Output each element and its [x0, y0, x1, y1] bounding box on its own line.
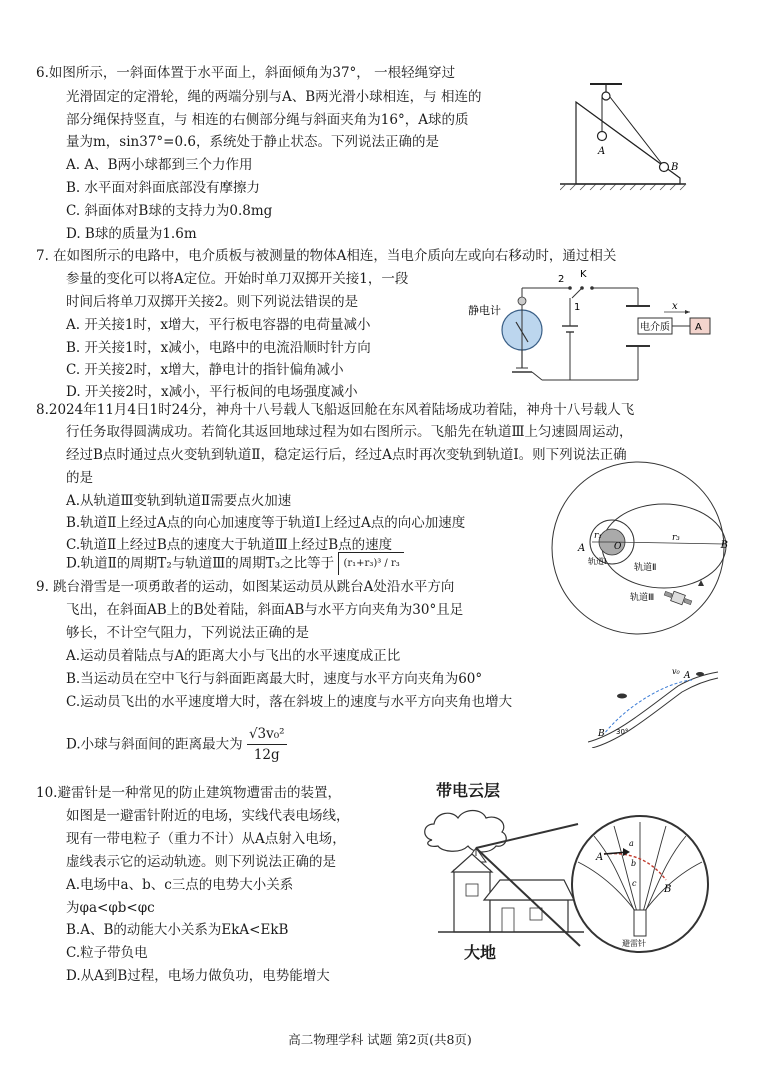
q6-label-b: B	[671, 162, 679, 173]
q10-option-d: D.从A到B过程，电场力做负功，电势能增大	[66, 968, 330, 984]
q8-line-2: 行任务取得圆满成功。若简化其返回地球过程为如右图所示。飞船先在轨道Ⅲ上匀速圆周运动，	[66, 424, 633, 440]
q10-option-a-cont: 为φa<φb<φc	[66, 900, 155, 916]
q8-label-r3: r₃	[672, 533, 680, 543]
q9-option-a: A.运动员着陆点与A的距离大小与飞出的水平速度成正比	[66, 648, 401, 664]
q7-line-2: 参量的变化可以将A定位。开始时单刀双掷开关接1，一段	[66, 271, 409, 287]
q7-option-b: B. 开关接1时，x减小，电路中的电流沿顺时针方向	[66, 340, 371, 356]
q6-line-4: 量为m，sin37°=0.6，系统处于静止状态。下列说法正确的是	[66, 134, 439, 150]
q10-label-pb: b	[631, 859, 637, 868]
q7-label-two: 2	[558, 274, 565, 285]
q9-label-angle: 30°	[616, 728, 629, 736]
q8-line-1: 8.2024年11月4日1时24分，神舟十八号载人飞船返回舱在东风着陆场成功着陆，神舟十八号载人飞	[36, 402, 635, 418]
q7-option-c: C. 开关接2时，x增大，静电计的指针偏角减小	[66, 362, 344, 378]
q8-label-r1: r₁	[594, 531, 602, 541]
q8-orbit-figure	[548, 458, 728, 638]
q9-ski-figure	[588, 664, 720, 748]
q7-line-1: 7. 在如图所示的电路中，电介质板与被测量的物体A相连，当电介质向左或向右移动时，通过相关	[36, 248, 617, 264]
q9-option-d	[66, 724, 287, 765]
q7-circuit-figure	[468, 266, 718, 388]
q8-label-orbit3: 轨道Ⅲ	[630, 593, 655, 603]
q9-line-1: 9. 跳台滑雪是一项勇敢者的运动，如图某运动员从跳台A处沿水平方向	[36, 579, 455, 595]
q8-line-3: 经过B点时通过点火变轨到轨道Ⅱ，稳定运行后，经过A点时再次变轨到轨道Ⅰ。则下列说法正确	[66, 447, 627, 463]
q9-label-b: B	[598, 729, 605, 739]
q8-option-a: A.从轨道Ⅲ变轨到轨道Ⅱ需要点火加速	[66, 493, 292, 509]
q8-line-4: 的是	[66, 470, 93, 486]
q7-label-meter: 静电计	[468, 304, 501, 317]
q6-label-a: A	[598, 146, 606, 157]
q8-option-c: C.轨道Ⅱ上经过B点的速度大于轨道Ⅲ上经过B点的速度	[66, 537, 393, 553]
q8-option-d-text: D.轨道Ⅱ的周期T₂与轨道Ⅲ的周期T₃之比等于	[66, 555, 335, 572]
q7-option-d: D. 开关接2时，x减小，平行板间的电场强度减小	[66, 384, 358, 400]
q10-label-a: A	[596, 852, 604, 863]
q10-line-3: 现有一带电粒子（重力不计）从A点射入电场，	[66, 831, 346, 847]
q10-label-pc: c	[632, 879, 637, 888]
q9-label-a: A	[684, 671, 691, 681]
q7-label-dielectric: 电介质	[640, 322, 670, 333]
q10-line-2: 如图是一避雷针附近的电场，实线代表电场线，	[66, 808, 350, 824]
q9-line-3: 够长，不计空气阻力，下列说法正确的是	[66, 625, 309, 641]
q10-label-pa: a	[629, 839, 634, 848]
q7-label-one: 1	[574, 302, 581, 313]
q7-label-a: A	[695, 322, 702, 333]
q10-option-a: A.电场中a、b、c三点的电势大小关系	[66, 877, 294, 893]
q8-option-d	[66, 552, 404, 575]
q8-label-orbit2: 轨道Ⅱ	[634, 563, 657, 573]
q10-line-1: 10.避雷针是一种常见的防止建筑物遭雷击的装置，	[36, 785, 341, 801]
q7-label-k: K	[580, 269, 587, 280]
q8-label-o: O	[614, 542, 622, 552]
q6-option-a: A. A、B两小球都到三个力作用	[66, 157, 253, 173]
q10-option-b: B.A、B的动能大小关系为EkA<EkB	[66, 922, 289, 938]
q9-option-d-numerator: √3v₀²	[247, 724, 287, 745]
q6-line-2: 光滑固定的定滑轮，绳的两端分别与A、B两光滑小球相连，与 相连的	[66, 89, 482, 105]
q6-incline-figure	[560, 82, 700, 192]
q6-line-3: 部分绳保持竖直，与 相连的右侧部分绳与斜面夹角为16°，A球的质	[66, 112, 469, 128]
q10-ground-caption: 大地	[464, 943, 497, 962]
q9-option-c: C.运动员飞出的水平速度增大时，落在斜坡上的速度与水平方向夹角也增大	[66, 694, 513, 710]
q9-label-v0: v₀	[672, 667, 680, 676]
q10-label-b: B	[664, 884, 672, 895]
q10-option-c: C.粒子带负电	[66, 945, 148, 961]
q8-option-b: B.轨道Ⅱ上经过A点的向心加速度等于轨道Ⅰ上经过A点的向心加速度	[66, 515, 466, 531]
q9-line-2: 飞出，在斜面AB上的B处着陆，斜面AB与水平方向夹角为30°且足	[66, 602, 464, 618]
q9-option-d-text: D.小球与斜面间的距离最大为	[66, 736, 243, 753]
q7-option-a: A. 开关接1时，x增大，平行板电容器的电荷量减小	[66, 317, 371, 333]
q6-option-d: D. B球的质量为1.6m	[66, 226, 197, 242]
q10-line-4: 虚线表示它的运动轨迹。则下列说法正确的是	[66, 854, 336, 870]
q9-option-d-denominator: 12g	[253, 747, 280, 763]
q9-option-b: B.当运动员在空中飞行与斜面距离最大时，速度与水平方向夹角为60°	[66, 671, 483, 687]
q8-label-a: A	[578, 543, 586, 554]
q9-option-d-fraction	[247, 724, 287, 765]
q10-lightning-figure	[418, 800, 720, 970]
q7-line-3: 时间后将单刀双掷开关接2。则下列说法错误的是	[66, 294, 359, 310]
q6-option-c: C. 斜面体对B球的支持力为0.8mg	[66, 203, 273, 219]
q6-option-b: B. 水平面对斜面底部没有摩擦力	[66, 180, 261, 196]
q8-label-b: B	[720, 540, 728, 551]
q8-option-d-formula: (r₁+r₃)³ / r₃	[338, 552, 403, 575]
q10-label-rod: 避雷针	[622, 939, 646, 948]
q6-line-1: 6.如图所示，一斜面体置于水平面上，斜面倾角为37°， 一根轻绳穿过	[36, 65, 456, 81]
page-footer: 高二物理学科 试题 第2页(共8页)	[288, 1032, 472, 1047]
q10-cloud-caption: 带电云层	[436, 781, 501, 800]
q7-label-x: x	[672, 301, 678, 312]
q8-label-orbit1: 轨道Ⅰ	[588, 557, 607, 566]
